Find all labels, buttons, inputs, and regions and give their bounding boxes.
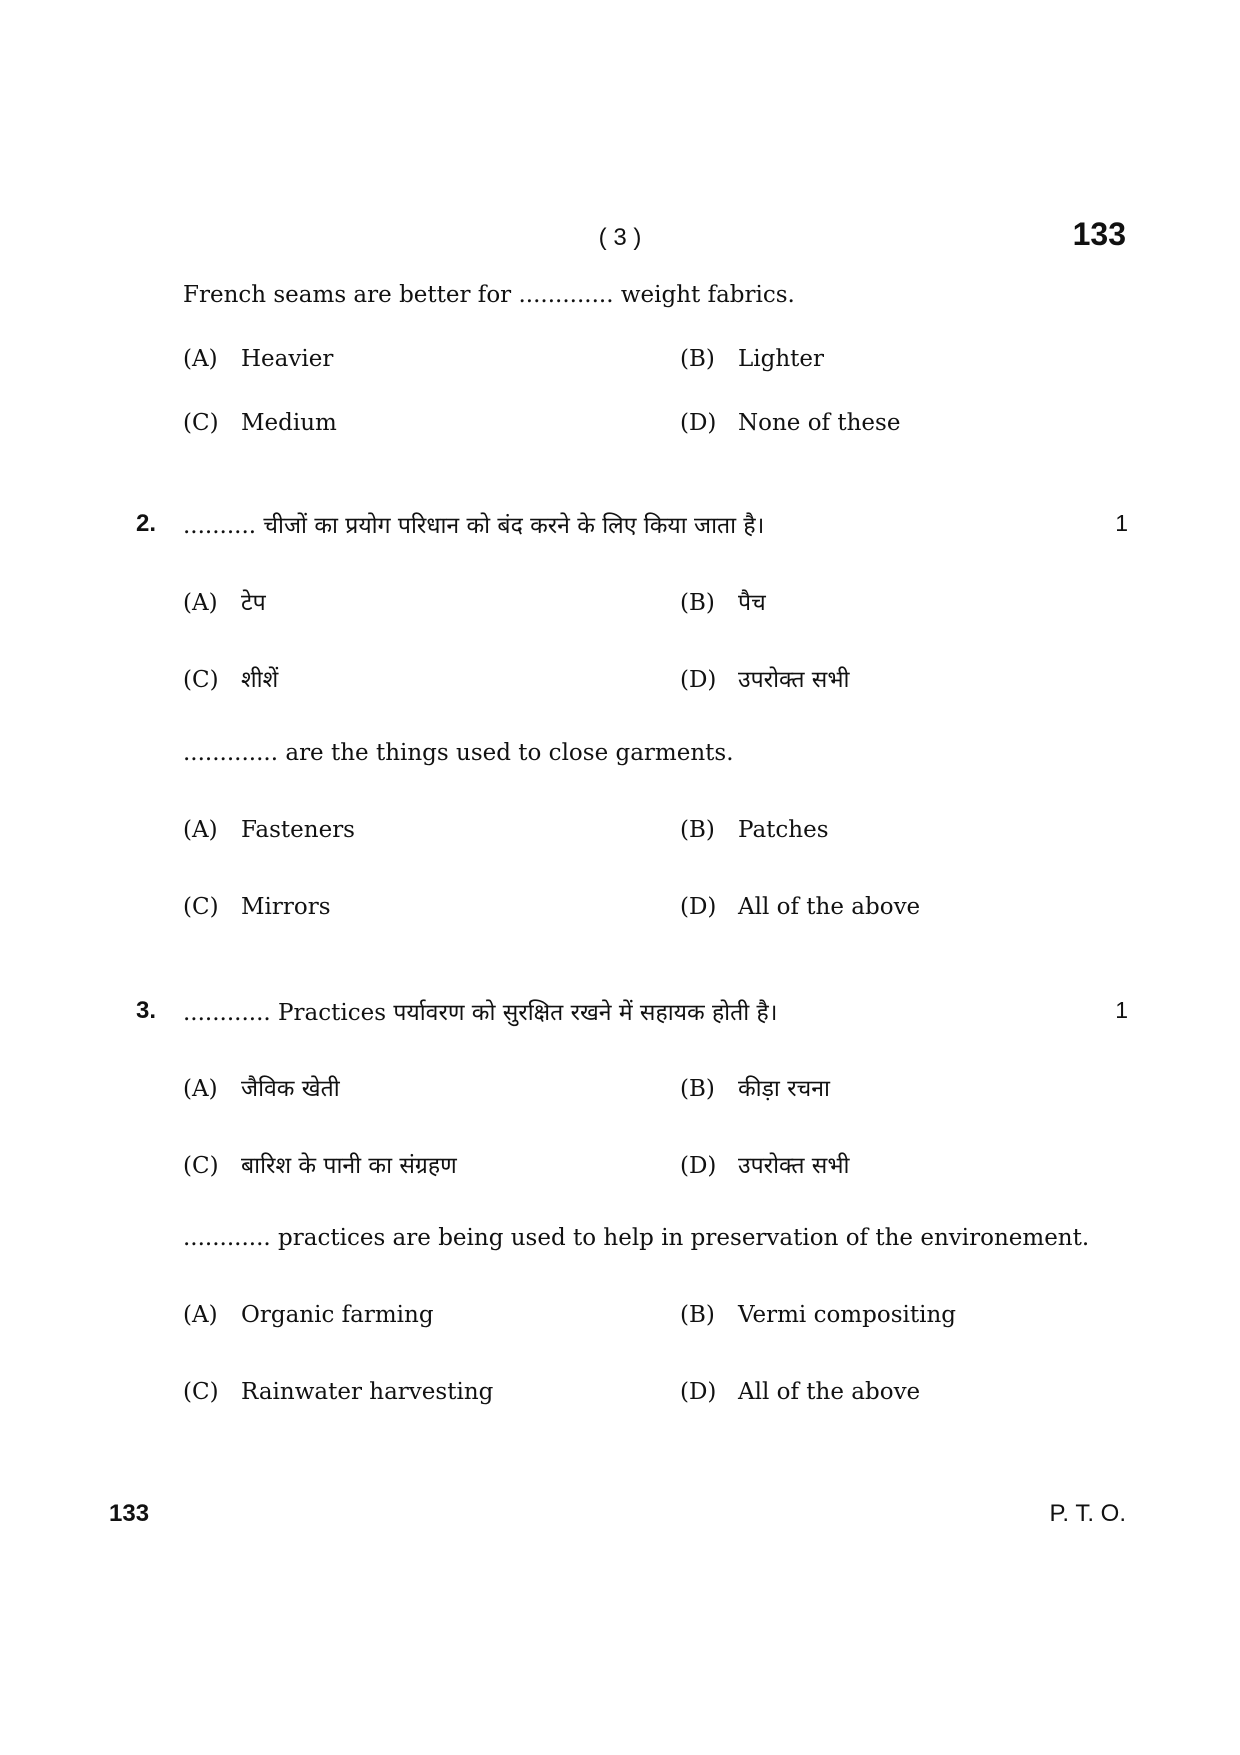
option-text: शीशें: [241, 667, 279, 693]
option-text: All of the above: [738, 894, 921, 920]
q1-option-a: [183, 346, 333, 372]
q1-option-d: [680, 410, 900, 436]
q3-hindi-option-a: [183, 1071, 340, 1103]
option-label: (A): [183, 1076, 218, 1102]
option-text: All of the above: [738, 1379, 921, 1405]
q3-option-a: [183, 1302, 434, 1328]
option-text: बारिश के पानी का संग्रहण: [241, 1153, 457, 1179]
q3-option-b: [680, 1302, 956, 1328]
paper-code-header: 133: [1072, 216, 1126, 252]
option-label: (B): [680, 590, 715, 616]
option-text: Vermi compositing: [738, 1302, 956, 1328]
option-label: (D): [680, 667, 717, 693]
q2-hindi-option-b: [680, 585, 766, 617]
option-text: Organic farming: [241, 1302, 434, 1328]
option-label: (B): [680, 817, 715, 843]
q2-hindi-text: .......... चीजों का प्रयोग परिधान को बंद करने के लिए किया जाता है।: [183, 513, 765, 539]
please-turn-over: P. T. O.: [1049, 1500, 1126, 1527]
q3-marks: 1: [1115, 997, 1128, 1023]
q3-hindi-option-c: [183, 1148, 457, 1180]
option-text: पैच: [738, 590, 766, 616]
q3-hindi-option-d: [680, 1148, 849, 1180]
paper-code-footer: 133: [109, 1500, 150, 1527]
option-text: उपरोक्त सभी: [738, 1153, 850, 1179]
option-label: (C): [183, 1379, 219, 1405]
option-label: (C): [183, 410, 219, 436]
q2-option-c: [183, 894, 331, 920]
option-text: Fasteners: [241, 817, 355, 843]
q2-marks: 1: [1115, 510, 1128, 536]
option-label: (A): [183, 346, 218, 372]
option-text: Lighter: [738, 346, 825, 372]
q3-option-d: [680, 1379, 920, 1405]
option-text: उपरोक्त सभी: [738, 667, 850, 693]
option-label: (D): [680, 1379, 717, 1405]
option-label: (D): [680, 1153, 717, 1179]
q1-option-c: [183, 410, 337, 436]
q2-english-text: ............. are the things used to close garments.: [183, 740, 734, 766]
option-text: None of these: [738, 410, 901, 436]
option-label: (B): [680, 346, 715, 372]
q1-english-text: French seams are better for ............. weight fabrics.: [183, 282, 795, 308]
q2-option-d: [680, 894, 920, 920]
option-label: (D): [680, 410, 717, 436]
q2-hindi-option-a: [183, 585, 266, 617]
q1-option-b: [680, 346, 824, 372]
option-text: Medium: [241, 410, 337, 436]
q3-option-c: [183, 1379, 493, 1405]
q3-hindi-option-b: [680, 1071, 830, 1103]
q2-number: 2.: [136, 510, 157, 537]
q3-english-text: ............ practices are being used to help in preservation of the environement.: [183, 1225, 1090, 1251]
q2-option-b: [680, 817, 829, 843]
q3-number: 3.: [136, 997, 157, 1024]
option-label: (A): [183, 817, 218, 843]
q3-hindi-text: ............ Practices पर्यावरण को सुरक्षित रखने में सहायक होती है।: [183, 1000, 778, 1026]
option-label: (C): [183, 894, 219, 920]
q2-hindi-option-d: [680, 662, 849, 694]
option-text: Heavier: [241, 346, 334, 372]
option-text: Mirrors: [241, 894, 331, 920]
option-text: Patches: [738, 817, 829, 843]
option-text: टेप: [241, 590, 266, 616]
q2-option-a: [183, 817, 355, 843]
option-text: जैविक खेती: [241, 1076, 340, 1102]
page-number: ( 3 ): [598, 224, 642, 251]
q2-hindi-option-c: [183, 662, 278, 694]
option-text: कीड़ा रचना: [738, 1076, 830, 1102]
option-label: (A): [183, 1302, 218, 1328]
option-label: (D): [680, 894, 717, 920]
option-label: (B): [680, 1302, 715, 1328]
option-label: (B): [680, 1076, 715, 1102]
option-label: (A): [183, 590, 218, 616]
option-label: (C): [183, 1153, 219, 1179]
option-text: Rainwater harvesting: [241, 1379, 494, 1405]
option-label: (C): [183, 667, 219, 693]
